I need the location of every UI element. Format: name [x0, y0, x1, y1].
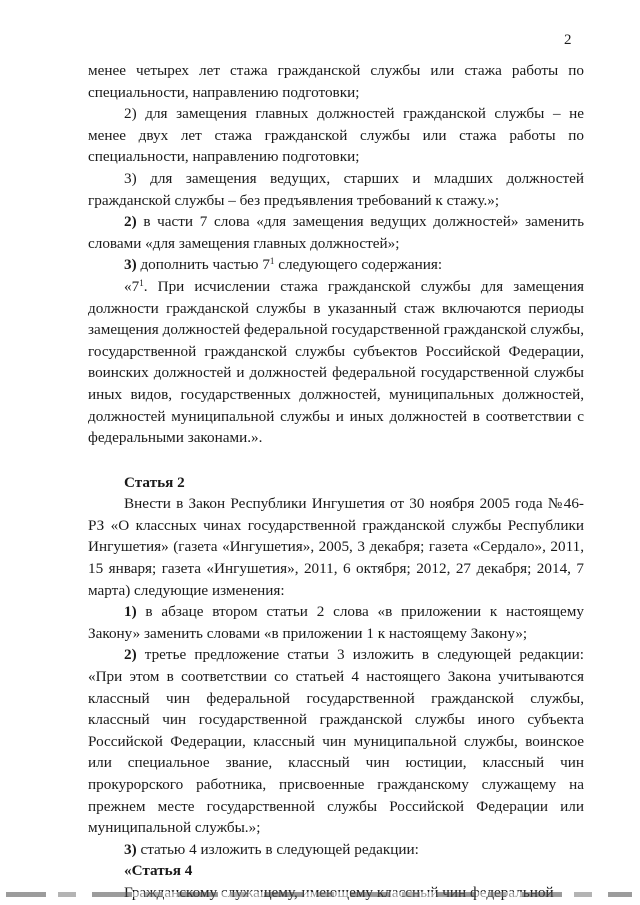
spacer: [88, 449, 584, 472]
scan-edge-artifact: [6, 892, 632, 897]
item-marker: 3): [124, 840, 137, 858]
article-2-item-3: [88, 839, 584, 861]
article-2-heading: Статья 2: [124, 473, 185, 491]
item-text: в абзаце втором статьи 2 слова «в приложении к настоящему Закону» заменить словами «в приложении 1 к настоящему Закону»;: [88, 603, 584, 642]
quote-text: . При исчислении стажа гражданской службы для замещения должности гражданской службы в указанный стаж включаются периоды замещения должностей федеральной государственной гражданской службы, государственной гражданской службы субъектов Российской Федерации, воинских должностей и должностей федеральной государственной службы иных видов, государственных должностей, муниципальных должностей, должностей муниципальной службы и иных должностей в соответствии с федеральными законами.».: [88, 277, 584, 447]
item-marker: 2): [124, 213, 137, 231]
item-text: третье предложение статьи 3 изложить в следующей редакции: «При этом в соответствии со статьей 4 настоящего Закона учитываются классный чин федеральной государственной гражданской службы, классный чин государственной гражданской службы иного субъекта Российской Федерации, классный чин муниципальной службы, воинское или специальное звание, классный чин юстиции, классный чин прокурорского работника, присвоенные гражданскому служащему на прежнем месте государственной службы Российской Федерации или муниципальной службы.»;: [88, 646, 584, 837]
page-number: 2: [564, 32, 572, 48]
document-body: [88, 60, 584, 904]
item-text: в части 7 слова «для замещения ведущих должностей» заменить словами «для замещения главных должностей»;: [88, 213, 584, 252]
item-text-tail: следующего содержания:: [274, 256, 443, 274]
article-2-item-1: [88, 601, 584, 644]
article-2-item-2: [88, 644, 584, 838]
item-marker: 3): [124, 256, 137, 274]
amendment-item-2: [88, 211, 584, 254]
superscript: 1: [139, 277, 144, 288]
item-marker: 1): [124, 603, 137, 621]
quoted-part-7-1: [88, 276, 584, 449]
item-text: статью 4 изложить в следующей редакции:: [136, 840, 419, 858]
item-marker: 2): [124, 646, 137, 664]
superscript: 1: [269, 256, 275, 267]
amendment-item-3: [88, 254, 584, 276]
article-4-heading: «Статья 4: [124, 862, 193, 880]
paragraph-continuation: менее четырех лет стажа гражданской службы или стажа работы по специальности, направлению подготовки;: [88, 62, 584, 101]
paragraph-item-3: 3) для замещения ведущих, старших и младших должностей гражданской службы – без предъявления требований к стажу.»;: [88, 169, 584, 209]
article-2-intro: Внести в Закон Республики Ингушетия от 30 ноября 2005 года №46-РЗ «О классных чинах государственной гражданской службы Республики Ингушетия» (газета «Ингушетия», 2005, 3 декабря; газета «Сердало», 2011, 15 января; газета «Ингушетия», 2011, 6 октября; 2012, 27 декабря; 2014, 7 марта) следующие изменения:: [88, 495, 584, 599]
quote-open: «7: [124, 277, 140, 295]
item-text: дополнить частью 7: [136, 256, 270, 274]
paragraph-item-2: 2) для замещения главных должностей гражданской службы – не менее двух лет стажа гражданской службы или стажа работы по специальности, направлению подготовки;: [88, 105, 584, 166]
